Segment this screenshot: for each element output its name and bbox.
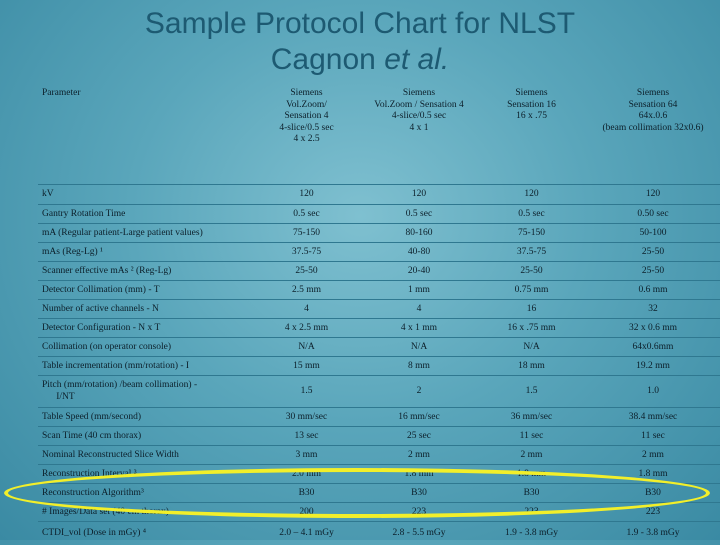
row-value: 11 sec xyxy=(477,426,586,445)
row-value: 16 x .75 mm xyxy=(477,318,586,337)
slide-title xyxy=(0,6,720,78)
row-value: 75-150 xyxy=(477,223,586,242)
table-row xyxy=(38,223,720,242)
row-value: 2 mm xyxy=(586,445,720,464)
table-row xyxy=(38,502,720,521)
table-row xyxy=(38,521,720,545)
table-header-row xyxy=(38,86,720,184)
row-value: 25-50 xyxy=(586,261,720,280)
table-row xyxy=(38,375,720,407)
title-et-al: et al. xyxy=(384,43,450,76)
row-value: 4 x 2.5 mm xyxy=(252,318,361,337)
row-value: 120 xyxy=(586,184,720,204)
protocol-table xyxy=(38,86,720,545)
row-value: 1.9 - 3.8 mGy xyxy=(477,521,586,545)
header-parameter: Parameter xyxy=(42,88,81,98)
row-value: 0.75 mm xyxy=(477,280,586,299)
row-parameter: Gantry Rotation Time xyxy=(38,204,252,223)
row-value: 4 x 1 mm xyxy=(361,318,477,337)
row-value: 1.8 mm xyxy=(361,464,477,483)
row-value: 0.5 sec xyxy=(477,204,586,223)
table-row xyxy=(38,299,720,318)
row-value: B30 xyxy=(586,483,720,502)
row-value: 13 sec xyxy=(252,426,361,445)
row-value: 25-50 xyxy=(252,261,361,280)
table-row xyxy=(38,356,720,375)
row-value: 1.0 xyxy=(586,375,720,407)
row-value: 15 mm xyxy=(252,356,361,375)
row-value: 1.8 mm xyxy=(477,464,586,483)
row-value: 223 xyxy=(477,502,586,521)
row-value: 20-40 xyxy=(361,261,477,280)
row-value: 25 sec xyxy=(361,426,477,445)
row-value: 1.8 mm xyxy=(586,464,720,483)
table-row xyxy=(38,280,720,299)
table-row xyxy=(38,318,720,337)
row-parameter: kV xyxy=(38,184,252,204)
row-value: 3 mm xyxy=(252,445,361,464)
row-parameter: Detector Configuration - N x T xyxy=(38,318,252,337)
title-line-1: Sample Protocol Chart for NLST xyxy=(144,7,576,40)
row-value: 2.5 mm xyxy=(252,280,361,299)
row-parameter: Scanner effective mAs ² (Reg-Lg) xyxy=(38,261,252,280)
table-row xyxy=(38,337,720,356)
row-value: N/A xyxy=(252,337,361,356)
row-value: 2 mm xyxy=(477,445,586,464)
row-parameter: mAs (Reg-Lg) ¹ xyxy=(38,242,252,261)
row-value: 2.0 – 4.1 mGy xyxy=(252,521,361,545)
row-value: 80-160 xyxy=(361,223,477,242)
row-value: 0.5 sec xyxy=(361,204,477,223)
row-value: 11 sec xyxy=(586,426,720,445)
table-row xyxy=(38,242,720,261)
row-parameter: Collimation (on operator console) xyxy=(38,337,252,356)
row-value: 223 xyxy=(586,502,720,521)
row-value: 4 xyxy=(252,299,361,318)
row-value: 32 xyxy=(586,299,720,318)
row-value: 120 xyxy=(477,184,586,204)
row-value: 19.2 mm xyxy=(586,356,720,375)
row-value: 2 xyxy=(361,375,477,407)
row-parameter: Detector Collimation (mm) - T xyxy=(38,280,252,299)
row-value: 25-50 xyxy=(477,261,586,280)
row-value: 4 xyxy=(361,299,477,318)
row-parameter: Reconstruction Interval ³ xyxy=(38,464,252,483)
table-row xyxy=(38,483,720,502)
row-value: 120 xyxy=(361,184,477,204)
row-value: 0.50 sec xyxy=(586,204,720,223)
row-value: 8 mm xyxy=(361,356,477,375)
row-value: 25-50 xyxy=(586,242,720,261)
row-value: B30 xyxy=(252,483,361,502)
table-row xyxy=(38,261,720,280)
row-parameter: Pitch (mm/rotation) /beam collimation) - I/NT xyxy=(38,375,252,407)
table-row xyxy=(38,204,720,223)
row-value: 1.9 - 3.8 mGy xyxy=(586,521,720,545)
row-value: B30 xyxy=(361,483,477,502)
table-row xyxy=(38,426,720,445)
table-row xyxy=(38,445,720,464)
row-value: N/A xyxy=(477,337,586,356)
row-value: 2.8 - 5.5 mGy xyxy=(361,521,477,545)
row-value: 1.5 xyxy=(477,375,586,407)
row-value: 1.5 xyxy=(252,375,361,407)
row-parameter: Table Speed (mm/second) xyxy=(38,407,252,426)
row-value: 36 mm/sec xyxy=(477,407,586,426)
row-parameter: Reconstruction Algorithm³ xyxy=(38,483,252,502)
row-value: 16 xyxy=(477,299,586,318)
row-value: 37.5-75 xyxy=(477,242,586,261)
row-value: 50-100 xyxy=(586,223,720,242)
row-value: 120 xyxy=(252,184,361,204)
row-value: 2 mm xyxy=(361,445,477,464)
row-value: 40-80 xyxy=(361,242,477,261)
protocol-table-body xyxy=(38,86,720,545)
row-parameter: Nominal Reconstructed Slice Width xyxy=(38,445,252,464)
row-value: 200 xyxy=(252,502,361,521)
header-column: Siemens Vol.Zoom/ Sensation 4 4-slice/0.5 sec 4 x 2.5 xyxy=(279,88,334,144)
row-value: N/A xyxy=(361,337,477,356)
row-value: 0.5 sec xyxy=(252,204,361,223)
row-parameter: Number of active channels - N xyxy=(38,299,252,318)
row-parameter: # Images/Data set (40 cm thorax) xyxy=(38,502,252,521)
table-row xyxy=(38,184,720,204)
table-row xyxy=(38,464,720,483)
row-value: 16 mm/sec xyxy=(361,407,477,426)
row-value: 30 mm/sec xyxy=(252,407,361,426)
row-value: 223 xyxy=(361,502,477,521)
row-value: 2.0 mm xyxy=(252,464,361,483)
row-parameter: CTDI_vol (Dose in mGy) ⁴ xyxy=(38,521,252,545)
row-value: 64x0.6mm xyxy=(586,337,720,356)
title-line-2 xyxy=(0,42,720,78)
header-column: Siemens Vol.Zoom / Sensation 4 4-slice/0.5 sec 4 x 1 xyxy=(374,88,464,133)
table-row xyxy=(38,407,720,426)
row-value: 1 mm xyxy=(361,280,477,299)
row-value: 37.5-75 xyxy=(252,242,361,261)
header-column: Siemens Sensation 64 64x.0.6 (beam collimation 32x0.6) xyxy=(602,88,704,133)
row-value: 0.6 mm xyxy=(586,280,720,299)
row-value: 38.4 mm/sec xyxy=(586,407,720,426)
header-column: Siemens Sensation 16 16 x .75 xyxy=(507,88,556,121)
row-value: 18 mm xyxy=(477,356,586,375)
row-parameter: Table incrementation (mm/rotation) - I xyxy=(38,356,252,375)
row-parameter: mA (Regular patient-Large patient values) xyxy=(38,223,252,242)
row-value: 32 x 0.6 mm xyxy=(586,318,720,337)
row-parameter: Scan Time (40 cm thorax) xyxy=(38,426,252,445)
row-value: B30 xyxy=(477,483,586,502)
title-author: Cagnon xyxy=(270,43,385,76)
row-value: 75-150 xyxy=(252,223,361,242)
